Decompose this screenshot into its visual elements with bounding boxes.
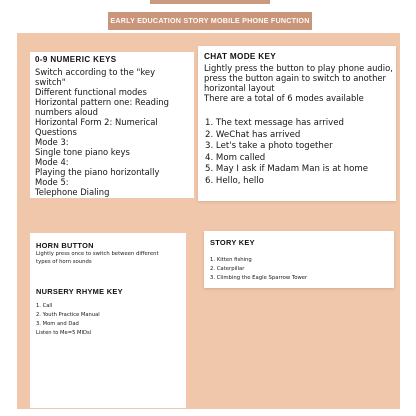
horn-and-nursery-card [30,233,186,408]
numeric-keys-line: Playing the piano horizontally [35,167,160,177]
story-key-list [210,256,394,283]
nursery-rhyme-item: 1. Call [36,303,53,309]
nursery-rhyme-item: 2. Youth Practice Manual [36,312,100,318]
chat-mode-intro-line: press the button again to switch to another [204,73,386,83]
nursery-rhyme-item: 3. Mom and Dad [36,321,79,327]
chat-mode-intro [204,63,396,103]
story-key-item: 1. Kitten fishing [210,257,252,263]
numeric-keys-line: Mode 4: [35,157,69,167]
page-title: EARLY EDUCATION STORY MOBILE PHONE FUNCTION [108,12,312,30]
numeric-keys-line: Mode 5: [35,177,69,187]
horn-button-heading: HORN BUTTON [36,241,94,250]
chat-mode-item: 5. May I ask if Madam Man is at home [205,164,368,175]
chat-mode-item: 3. Let's take a photo together [205,141,333,152]
numeric-keys-line: switch" [35,77,66,87]
nursery-rhyme-list [36,302,186,338]
story-key-item: 2. Caterpillar [210,266,245,272]
chat-mode-item: 4. Mom called [205,152,266,163]
numeric-keys-card [30,52,194,198]
numeric-keys-line: Different functional modes [35,87,147,97]
chat-mode-intro-line: There are a total of 6 modes available [204,93,364,103]
chat-mode-intro-line: horizontal layout [204,83,275,93]
chat-mode-list [204,118,396,188]
horn-button-line: Lightly press once to switch between different [36,251,159,257]
numeric-keys-line: Single tone piano keys [35,147,130,157]
numeric-keys-line: Horizontal Form 2: Numerical [35,117,158,127]
numeric-keys-heading: 0-9 NUMERIC KEYS [35,55,117,64]
chat-mode-card [198,46,396,201]
nursery-rhyme-item: Listen to Me=5 MIDsl [36,330,92,336]
numeric-keys-line: Switch according to the "key [35,67,156,77]
story-key-card [204,231,394,288]
numeric-keys-line: Horizontal pattern one: Reading [35,97,169,107]
horn-button-line: types of horn sounds [36,259,92,265]
numeric-keys-line: numbers aloud [35,107,98,117]
chat-mode-heading: CHAT MODE KEY [204,52,276,61]
chat-mode-item: 2. WeChat has arrived [205,129,301,140]
nursery-rhyme-heading: NURSERY RHYME KEY [36,287,123,296]
numeric-keys-line: Mode 3: [35,137,69,147]
chat-mode-intro-line: Lightly press the button to play phone audio, [204,63,393,73]
top-accent-bar [150,0,270,4]
story-key-heading: STORY KEY [210,238,255,247]
chat-mode-item: 6. Hello, hello [205,175,264,186]
horn-button-description [36,250,186,266]
numeric-keys-line: Questions [35,127,77,137]
chat-mode-item: 1. The text message has arrived [205,118,345,128]
numeric-keys-line: Telephone Dialing [35,187,110,197]
story-key-item: 3. Climbing the Eagle Sparrow Tower [210,275,308,281]
numeric-keys-description [35,67,194,197]
